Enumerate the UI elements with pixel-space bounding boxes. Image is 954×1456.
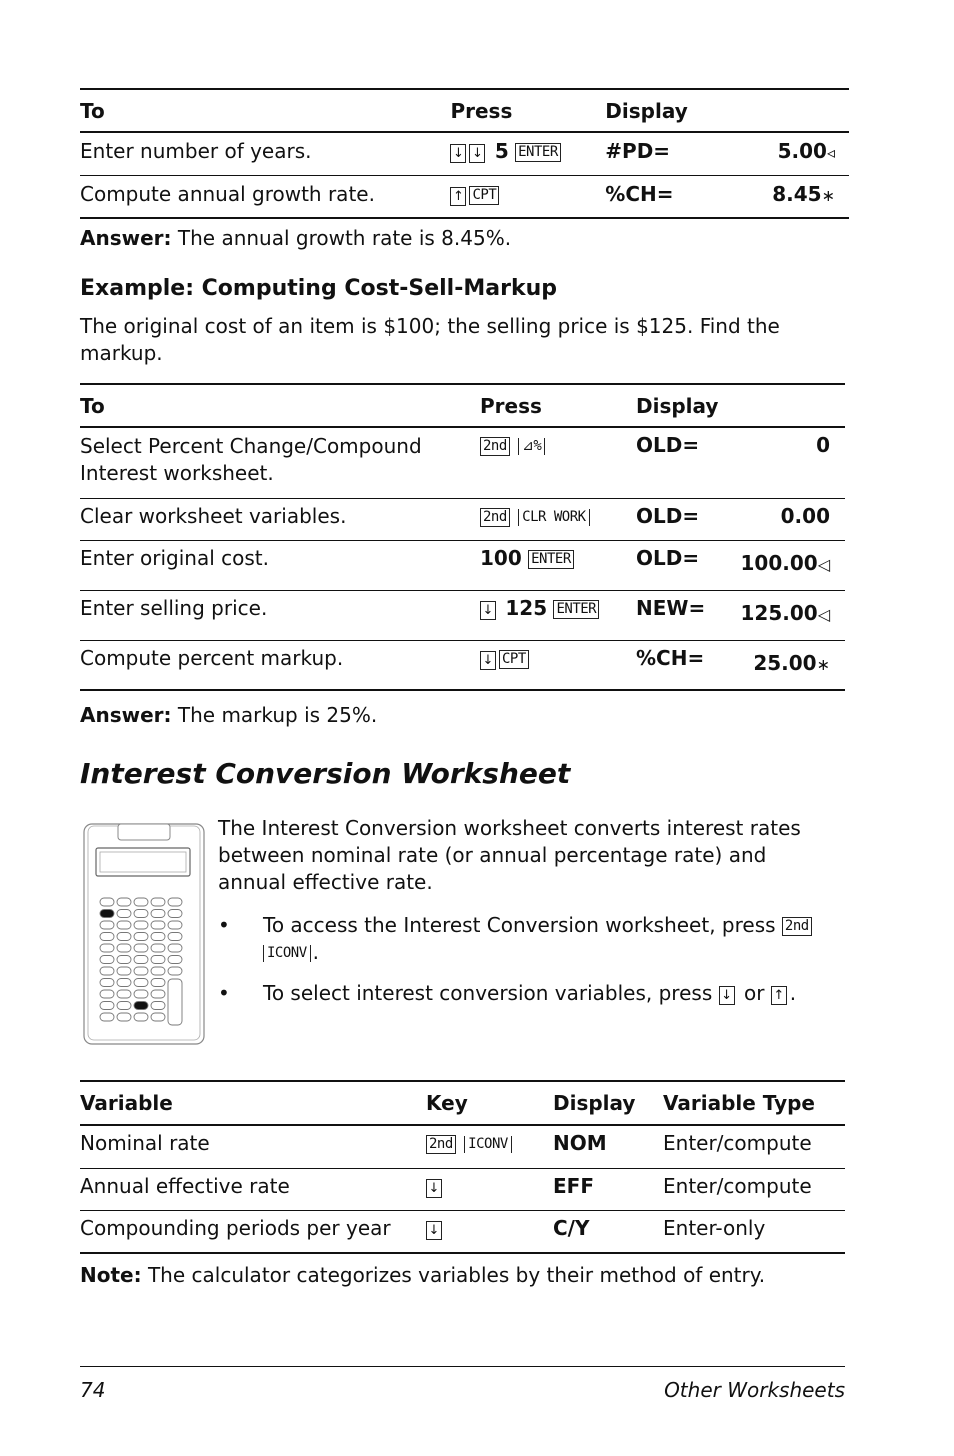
display-value: 125.00◁ [740, 600, 830, 625]
calculator-key-icon [100, 967, 114, 975]
calculator-key-icon [168, 898, 182, 906]
footer-divider [80, 1366, 845, 1367]
calculator-key-icon [117, 956, 131, 964]
second-key: 2nd [480, 508, 510, 527]
row-press [480, 640, 636, 690]
row-to: Enter number of years. [80, 139, 312, 163]
calculator-key-icon [100, 910, 114, 918]
calculator-key-icon [117, 944, 131, 952]
table-row [80, 175, 849, 218]
page-number: 74 [80, 1378, 106, 1402]
row-to: Enter selling price. [80, 595, 268, 620]
row-display: EFF [553, 1173, 594, 1198]
key-number: 5 [494, 139, 509, 163]
header-type: Variable Type [663, 1091, 815, 1115]
row-to: Select Percent Change/Compound Interest worksheet. [80, 434, 422, 485]
calculator-key-icon [151, 944, 165, 952]
chapter-title: Other Worksheets [664, 1378, 845, 1402]
calculator-key-icon [168, 910, 182, 918]
calculator-key-icon [134, 956, 148, 964]
calculator-key-icon [168, 933, 182, 941]
calculator-key-icon [100, 990, 114, 998]
table-header [80, 89, 849, 132]
second-key: 2nd [480, 437, 510, 456]
table-header [80, 1081, 845, 1125]
calculator-key-icon [134, 1013, 148, 1021]
display-label: NEW= [636, 595, 706, 620]
header-display: Display [553, 1091, 636, 1115]
calculator-key-icon [151, 967, 165, 975]
row-type: Enter-only [663, 1215, 766, 1240]
calculator-key-icon [100, 898, 114, 906]
display-label: OLD= [636, 503, 700, 528]
row-press [480, 540, 636, 590]
display-label: %CH= [605, 181, 674, 206]
header-display: Display [605, 98, 688, 123]
row-key [426, 1168, 553, 1210]
calculator-key-icon [100, 944, 114, 952]
calculator-key-icon [100, 979, 114, 987]
table-header [80, 384, 845, 427]
iconv-key: ICONV [263, 945, 311, 962]
down-arrow-key-icon: ↓ [426, 1221, 442, 1240]
calculator-key-icon [100, 1002, 114, 1010]
calculator-key-icon [100, 933, 114, 941]
calculator-key-icon [117, 898, 131, 906]
calculator-key-icon [100, 956, 114, 964]
calculator-key-icon [151, 1002, 165, 1010]
calculator-key-icon [117, 933, 131, 941]
header-variable: Variable [80, 1091, 173, 1115]
header-press: Press [480, 393, 542, 418]
header-to: To [80, 393, 105, 418]
display-value: 0 [816, 433, 830, 457]
down-arrow-key-icon: ↓ [426, 1179, 442, 1198]
row-press [480, 498, 636, 540]
calculator-key-icon [134, 921, 148, 929]
cpt-key: CPT [499, 650, 529, 669]
calculator-key-icon [117, 967, 131, 975]
iconv-key: ICONV [464, 1136, 512, 1153]
clr-work-key: CLR WORK [518, 509, 589, 526]
row-variable: Compounding periods per year [80, 1215, 391, 1240]
calculator-icon [82, 822, 206, 1048]
header-press: Press [450, 98, 513, 123]
header-display: Display [636, 393, 719, 418]
row-press [480, 590, 636, 640]
header-to: To [80, 98, 105, 123]
calculator-plus-key-icon [168, 979, 182, 1025]
calculator-key-icon [168, 944, 182, 952]
calculator-key-icon [151, 990, 165, 998]
percent-change-key: ⊿% [518, 438, 545, 455]
row-variable: Nominal rate [80, 1131, 210, 1155]
table-row [80, 427, 845, 498]
calculator-key-icon [151, 933, 165, 941]
table-row [80, 590, 845, 640]
row-type: Enter/compute [663, 1131, 812, 1155]
bullet: • [218, 981, 230, 1005]
display-label: #PD= [605, 139, 671, 163]
down-arrow-key-icon: ↓ [469, 144, 485, 163]
calculator-key-icon [117, 979, 131, 987]
enter-key: ENTER [515, 143, 561, 162]
table-row [80, 540, 845, 590]
calculator-key-icon [168, 956, 182, 964]
example-text: The original cost of an item is $100; the selling price is $125. Find the markup. [80, 314, 780, 365]
down-arrow-key-icon: ↓ [480, 651, 496, 670]
down-arrow-key-icon: ↓ [480, 601, 496, 620]
table-row [80, 498, 845, 540]
answer-growth: Answer: The annual growth rate is 8.45%. [80, 226, 512, 250]
note: Note: The calculator categorizes variables by their method of entry. [80, 1263, 766, 1287]
calculator-key-icon [117, 910, 131, 918]
row-to: Compute percent markup. [80, 645, 344, 670]
calculator-key-icon [151, 898, 165, 906]
display-value: 0.00 [780, 503, 830, 528]
section-intro: The Interest Conversion worksheet converts interest rates between nominal rate (or annual percentage rate) and annual effective rate. [218, 816, 801, 894]
example-title: Example: Computing Cost-Sell-Markup [80, 276, 557, 301]
calculator-key-icon [168, 921, 182, 929]
row-press [480, 427, 636, 498]
calculator-key-icon [151, 979, 165, 987]
calculator-key-icon [117, 921, 131, 929]
calculator-key-icon [134, 898, 148, 906]
calculator-key-icon [134, 1002, 148, 1010]
markup-steps-table [80, 383, 845, 691]
table-row [80, 132, 849, 175]
cpt-key: CPT [469, 186, 499, 205]
display-value: 25.00∗ [753, 650, 830, 675]
calculator-key-icon [134, 933, 148, 941]
bullet: • [218, 913, 230, 937]
calculator-key-icon [134, 990, 148, 998]
row-press [450, 132, 605, 175]
row-key [426, 1125, 553, 1168]
calculator-key-icon [100, 921, 114, 929]
row-to: Enter original cost. [80, 545, 270, 570]
display-value: 100.00◁ [740, 550, 830, 575]
table-row [80, 640, 845, 690]
calculator-key-icon [151, 921, 165, 929]
calculator-key-icon [117, 1013, 131, 1021]
enter-key: ENTER [528, 550, 574, 569]
key-number: 125 [505, 595, 548, 620]
answer-markup: Answer: The markup is 25%. [80, 703, 378, 727]
up-arrow-key-icon: ↑ [771, 986, 787, 1005]
display-value: 5.00◃ [777, 139, 835, 163]
calculator-key-icon [151, 1013, 165, 1021]
calculator-key-icon [151, 956, 165, 964]
display-label: OLD= [636, 433, 700, 457]
key-number: 100 [480, 545, 522, 570]
row-type: Enter/compute [663, 1173, 812, 1198]
table-row [80, 1210, 845, 1253]
list-item: • To select interest conversion variables, press ↓ or ↑ . [218, 981, 797, 1005]
table-row [80, 1168, 845, 1210]
down-arrow-key-icon: ↓ [450, 144, 466, 163]
up-arrow-key-icon: ↑ [450, 187, 466, 206]
list-item: • To access the Interest Conversion worksheet, press 2nd ICONV . [218, 912, 838, 966]
calculator-key-icon [134, 910, 148, 918]
row-display: C/Y [553, 1215, 590, 1240]
calculator-key-icon [134, 967, 148, 975]
instruction-list [218, 912, 838, 1021]
section-title: Interest Conversion Worksheet [80, 757, 571, 790]
calculator-key-icon [117, 1002, 131, 1010]
row-to: Compute annual growth rate. [80, 181, 375, 206]
second-key: 2nd [782, 917, 812, 936]
display-label: %CH= [636, 645, 705, 670]
row-key [426, 1210, 553, 1253]
row-variable: Annual effective rate [80, 1173, 290, 1198]
row-display: NOM [553, 1131, 607, 1155]
down-arrow-key-icon: ↓ [719, 986, 735, 1005]
row-to: Clear worksheet variables. [80, 503, 347, 528]
display-label: OLD= [636, 545, 700, 570]
second-key: 2nd [426, 1135, 456, 1154]
header-key: Key [426, 1091, 468, 1115]
calculator-key-icon [117, 990, 131, 998]
calculator-key-icon [100, 1013, 114, 1021]
variables-table [80, 1080, 845, 1254]
table-row [80, 1125, 845, 1168]
calculator-key-icon [168, 967, 182, 975]
display-value: 8.45∗ [772, 181, 835, 206]
growth-steps-table [80, 88, 849, 219]
calculator-key-icon [134, 944, 148, 952]
calculator-key-icon [151, 910, 165, 918]
calculator-key-icon [134, 979, 148, 987]
enter-key: ENTER [553, 600, 599, 619]
row-press [450, 175, 605, 218]
